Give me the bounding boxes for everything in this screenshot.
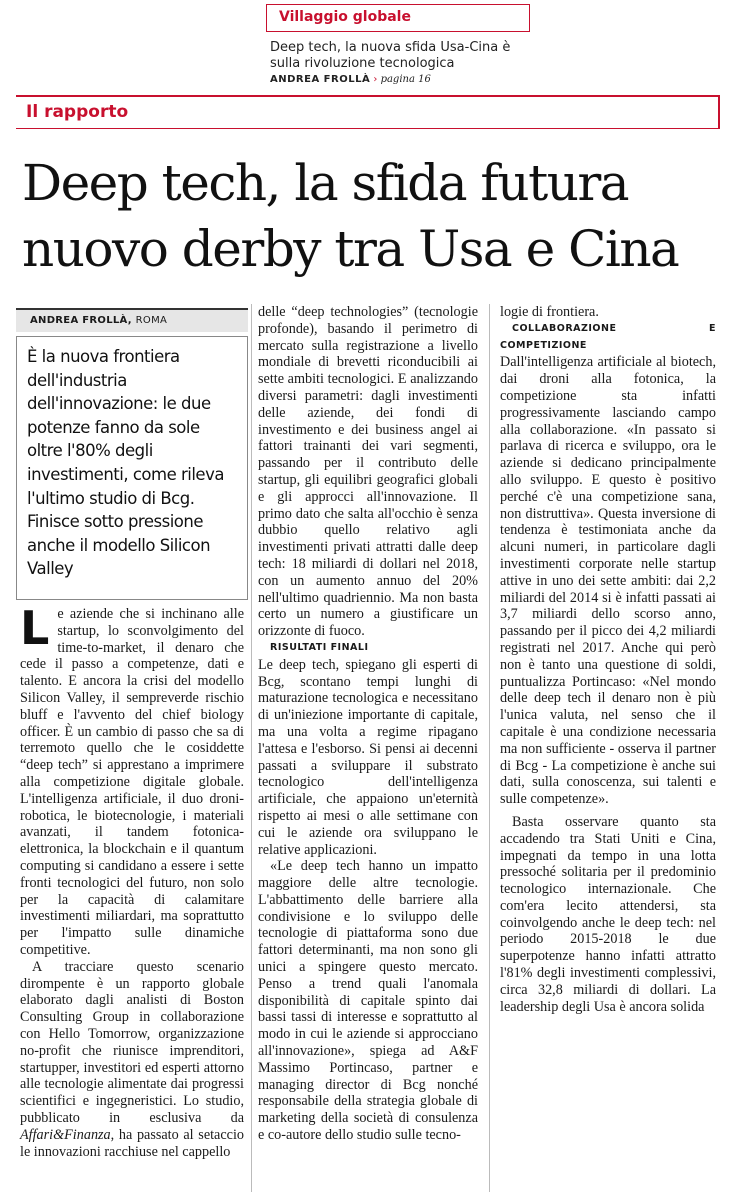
body-paragraph: delle “deep technologies” (tecnologie profonde), basando il perimetro di mercato sulla registrazione a livello mondiale di brevetti riconducibili ai sette ambiti tecnologici. E analizzando diversi parametri: dagli investimenti delle aziende, dei fondi di investimento e dei business angel ai fattori trainanti dei vari segmenti, passando per il contributo delle startup, gli equilibri geografici globali e gli approcci all'innovazione. Il primo dato che salta all'occhio è senza dubbio quello relativo agli investimenti privati attratti dalle deep tech: 18 miliardi di dollari nel 2018, con un aumento annuo del 20% nell'ultimo quadriennio. Ma non basta certo un numero a giustificare un orizzonte di fuoco.: [258, 304, 478, 640]
byline-text: [30, 315, 167, 326]
body-paragraph: [20, 959, 244, 1161]
headline-line-2: nuovo derby tra Usa e Cina: [22, 220, 679, 278]
body-text: A tracciare questo scenario dirompente è un rapporto globale elaborato dagli analisti di Boston Consulting Group in collaborazione con Hello Tomorrow, organizzazione no-profit che riunisce imprenditori, startupper, investitori ed esperti attorno alle tecnologie alimentate dai progressi scientifici e ingegneristici. Lo studio, pubblicato in esclusiva da: [20, 958, 244, 1126]
body-paragraph: «Le deep tech hanno un impatto maggiore delle altre tecnologie. L'abbattimento delle barriere alla condivisione e lo sviluppo delle tecnologie di piattaforma sono due fattori determinanti, ma non sono gli unici a spingere questo mercato. Penso a trend quali l'anomala disponibilità di capitale spinto dai bassi tassi di interesse e soprattutto al modo in cui le aziende si approcciano all'innovazione», spiega ad A&F Massimo Portincaso, partner e managing director di Bcg nonché responsabile della strategia globale di marketing della società di consulenza e co-autore dello studio sulle tecno-: [258, 858, 478, 1144]
teaser-author: ANDREA FROLLÀ: [270, 74, 371, 85]
teaser-tag-label: Villaggio globale: [279, 9, 411, 25]
column-separator: [251, 304, 252, 1192]
column-separator: [489, 304, 490, 1192]
body-paragraph: [20, 601, 244, 959]
body-text: , ha passato al setaccio le innovazioni racchiuse nel cappello: [20, 1126, 244, 1160]
section-band: [16, 95, 720, 129]
teaser-box: [266, 2, 532, 86]
subhead: RISULTATI FINALI: [270, 641, 369, 653]
body-paragraph: logie di frontiera.: [500, 304, 599, 320]
body-text: e aziende che si inchinano alle startup, lo sconvolgimento del time-to-market, il denaro che cede il passo a competenze, dati e talento. E ancora la crisi del modello Silicon Valley, il sempreverde rischio bluff e l'avvento del chief biology officer. È un cambio di passo che sa di terremoto quello che le cosiddette “deep tech” si apprestano a imprimere alla competizione digitale globale. L'intelligenza artificiale, il duo droni-robotica, le biotecnologie, i materiali avanzati, il tandem fotonica-elettronica, la blockchain e il quantum computing si candidano a essere i sette fronti tecnologici del futuro, non solo per la capacità di calamitare investimenti miliardari, ma soprattutto per l'impatto sulle dinamiche competitive.: [20, 606, 244, 958]
section-label: Il rapporto: [26, 102, 129, 122]
teaser-arrow-icon: ›: [373, 74, 378, 85]
body-column-1: [20, 601, 244, 1160]
headline: [22, 150, 722, 282]
headline-line-1: Deep tech, la sfida futura: [22, 154, 629, 212]
teaser-text: Deep tech, la nuova sfida Usa-Cina è sulla rivoluzione tecnologica: [270, 40, 511, 71]
body-column-2: [258, 304, 478, 1144]
subhead: COLLABORAZIONE E COMPETIZIONE: [500, 322, 716, 351]
body-paragraph: Le deep tech, spiegano gli esperti di Bcg, scontano tempi lunghi di maturazione tecnologica e necessitano di un'iniezione importante di capitale, ma una volta a regime ripagano l'attesa e l'esborso. Si pensi ai decenni passati a sviluppare il substrato tecnologico dell'intelligenza artificiale, che appaiono un'eternità rispetto ai mesi o alle settimane con cui le aziende ora sviluppano le relative applicazioni.: [258, 656, 478, 858]
byline-location: ROMA: [135, 315, 168, 326]
dropcap: L: [20, 601, 50, 655]
summary-box: È la nuova frontiera dell'industria dell'innovazione: le due potenze fanno da sole oltre l'80% degli investimenti, come rileva l'ultimo studio di Bcg. Finisce sotto pressione anche il modello Silicon Valley: [16, 336, 248, 600]
teaser-byline: [270, 74, 431, 85]
byline-author: ANDREA FROLLÀ,: [30, 315, 132, 326]
body-paragraph: Dall'intelligenza artificiale al biotech, dai droni alla fotonica, la competizione sta infatti progressivamente lasciando campo alla collaborazione. «In passato si parlava di ricerca e sviluppo, ora le aziende si dedicano principalmente allo sviluppo. E questo è positivo perché c'è una competizione sana, non distruttiva». Questa inversione di tendenza è testimoniata anche da alcuni numeri, in particolare dagli investimenti corporate nelle startup attive in uno dei sette ambiti: dai 2,2 miliardi del 2014 si è infatti passati ai 3,7 miliardi dello scorso anno, passando per il picco dei 4,2 miliardi registrati nel 2017. Anche qui però non è tanto una questione di soldi, puntualizza Portincaso: «Nel mondo delle deep tech il denaro non è più l'unica valuta, nel senso che il capitale è una condizione necessaria ma non sufficiente - osserva il partner di Bcg - La competizione è anche sui dati, sulla conoscenza, sui talenti e sulle competenze».: [500, 354, 716, 808]
body-paragraph: Basta osservare quanto sta accadendo tra Stati Uniti e Cina, impegnati da tempo in una lotta pressoché solitaria per il predominio tecnologico internazionale. Che com'era lecito attendersi, sta coinvolgendo anche le deep tech: nel periodo 2015-2018 le due superpotenze hanno infatti attratto l'81% degli investimenti complessivi, circa 32,8 miliardi di dollari. La leadership degli Usa è ancora solida: [500, 813, 716, 1015]
byline: [16, 308, 248, 332]
body-column-3: [500, 304, 716, 1015]
teaser-tag: [266, 4, 530, 32]
teaser-page: pagina 16: [380, 74, 431, 85]
publication-name: Affari&Finanza: [20, 1126, 111, 1143]
